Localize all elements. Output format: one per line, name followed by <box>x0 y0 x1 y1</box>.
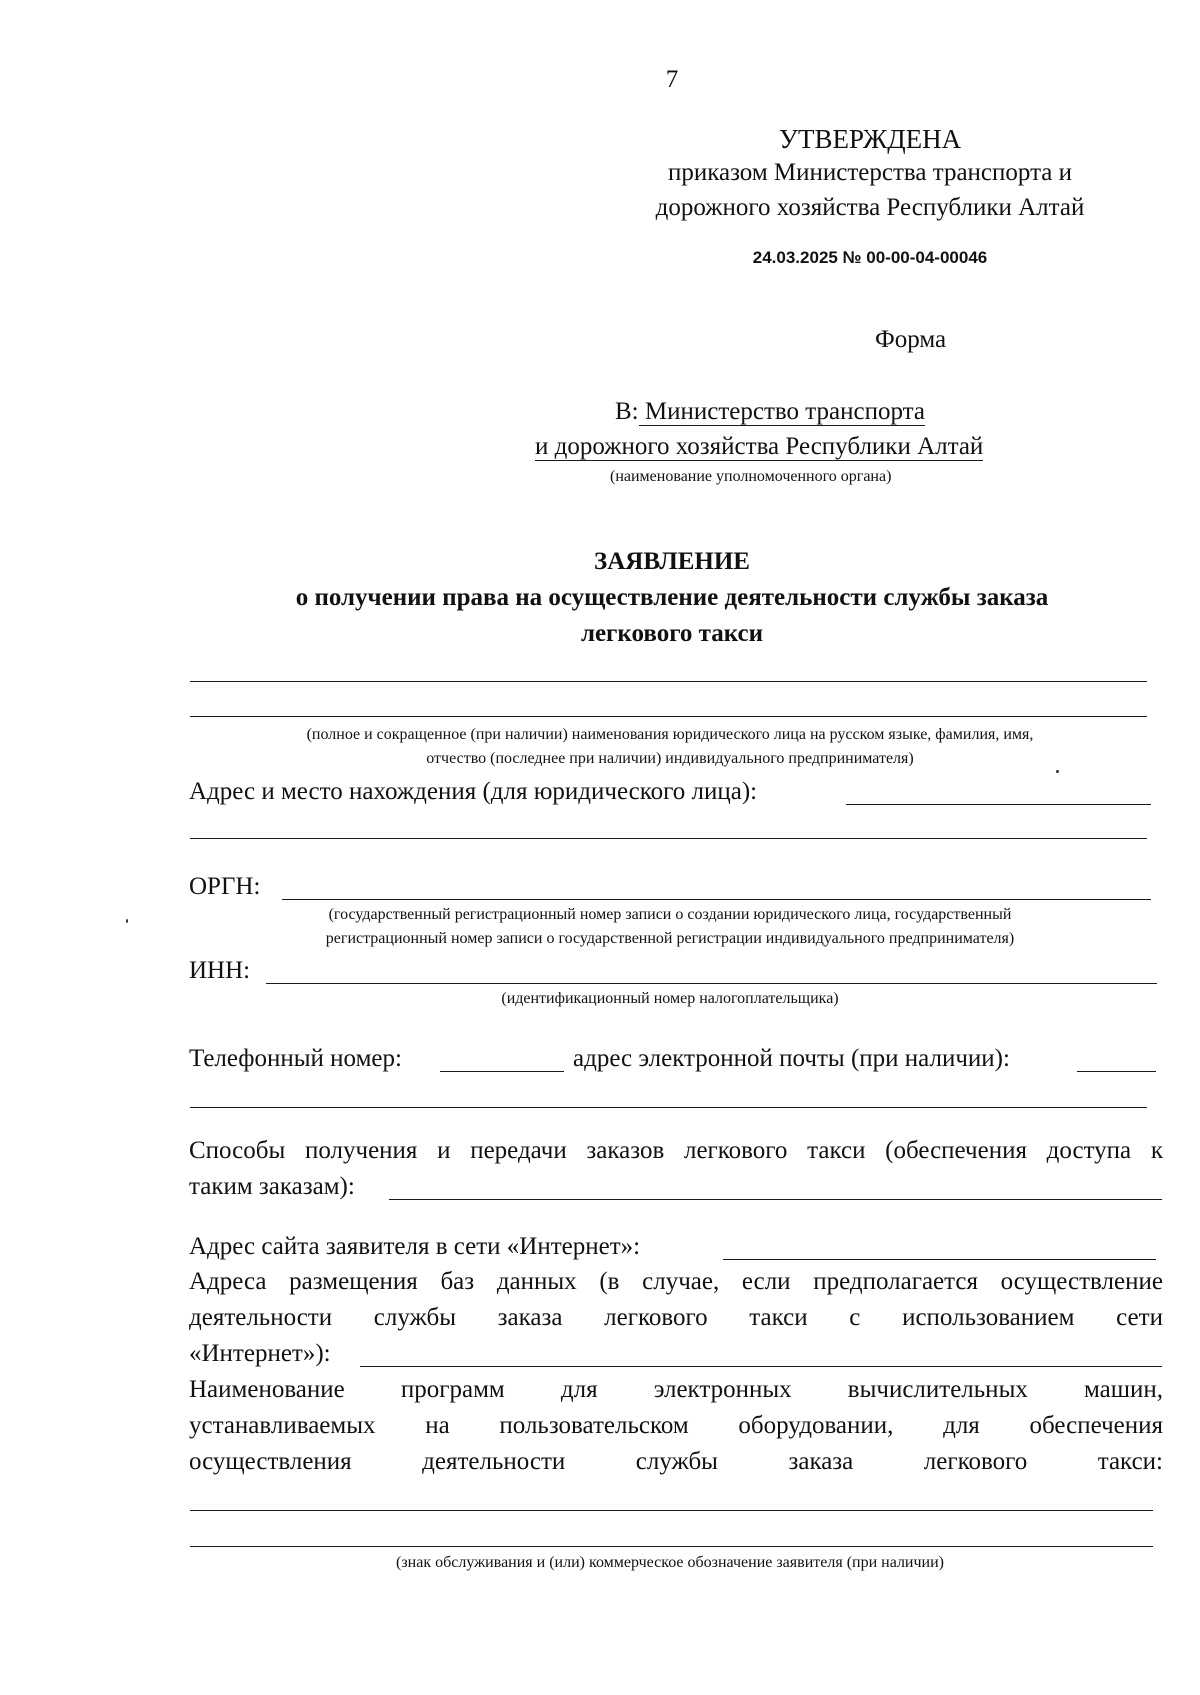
word: использованием <box>902 1304 1075 1331</box>
trademark-caption: (знак обслуживания и (или) коммерческое обозначение заявителя (при наличии) <box>396 1554 944 1571</box>
recipient-name-line-2: и дорожного хозяйства Республики Алтай <box>535 433 984 460</box>
word: заказа <box>788 1448 854 1475</box>
applicant-name-caption-2: отчество (последнее при наличии) индивидуального предпринимателя) <box>426 750 914 767</box>
word: легкового <box>604 1304 708 1331</box>
email-label: адрес электронной почты (при наличии): <box>573 1045 1010 1072</box>
address-label: Адрес и место нахождения (для юридического лица): <box>189 778 758 805</box>
software-text-line-1 <box>189 1376 1163 1404</box>
applicant-name-line-2[interactable] <box>190 716 1147 717</box>
word: легкового <box>923 1448 1028 1475</box>
word: осуществление <box>1000 1268 1163 1295</box>
ogrn-label: ОРГН: <box>189 873 261 900</box>
word: службы <box>635 1448 718 1475</box>
word: осуществления <box>189 1448 352 1475</box>
word: программ <box>400 1376 505 1403</box>
word: Способы <box>189 1137 286 1164</box>
recipient-caption: (наименование уполномоченного органа) <box>610 468 892 485</box>
website-field-line[interactable] <box>723 1259 1156 1260</box>
approval-line-1: приказом Министерства транспорта и <box>667 159 1073 186</box>
recipient-name-line-1: Министерство транспорта <box>638 398 925 425</box>
word: устанавливаемых <box>189 1412 376 1439</box>
word: для <box>560 1376 598 1403</box>
software-text-line-2 <box>189 1412 1163 1440</box>
word: на <box>425 1412 450 1439</box>
ogrn-caption-2: регистрационный номер записи о государственной регистрации индивидуального предпринимателя) <box>325 930 1015 947</box>
db-text-line-1 <box>189 1268 1163 1296</box>
db-text-line-2 <box>189 1304 1163 1332</box>
word: деятельности <box>422 1448 566 1475</box>
word: с <box>849 1304 861 1331</box>
word: (в <box>599 1268 620 1295</box>
inn-label: ИНН: <box>189 957 251 984</box>
word: заказов <box>586 1137 665 1164</box>
word: заказа <box>497 1304 563 1331</box>
software-text-line-3 <box>189 1448 1163 1476</box>
word: случае, <box>642 1268 720 1295</box>
word: такси <box>807 1137 866 1164</box>
word: машин, <box>1083 1376 1163 1403</box>
word: для <box>943 1412 980 1439</box>
approval-title: УТВЕРЖДЕНА <box>778 124 962 154</box>
approval-line-2: дорожного хозяйства Республики Алтай <box>655 194 1085 221</box>
word: вычислительных <box>847 1376 1028 1403</box>
applicant-name-line-1[interactable] <box>190 681 1147 682</box>
word: оборудовании, <box>738 1412 894 1439</box>
scan-speck <box>1056 770 1059 773</box>
word: данных <box>496 1268 577 1295</box>
website-label: Адрес сайта заявителя в сети «Интернет»: <box>189 1233 641 1260</box>
methods-text-line-1 <box>189 1137 1163 1165</box>
word: баз <box>440 1268 475 1295</box>
ogrn-field-line[interactable] <box>282 899 1151 900</box>
word: обеспечения <box>1029 1412 1163 1439</box>
address-field-line-1[interactable] <box>846 804 1151 805</box>
word: и <box>437 1137 451 1164</box>
software-field-line-2[interactable] <box>190 1546 1153 1547</box>
word: если <box>741 1268 791 1295</box>
approval-date-number: 24.03.2025 № 00-00-04-00046 <box>752 248 988 267</box>
software-field-line-1[interactable] <box>190 1510 1153 1511</box>
recipient-prefix: В: <box>615 398 639 425</box>
email-field-line[interactable] <box>1077 1071 1156 1072</box>
word: получения <box>304 1137 418 1164</box>
word: службы <box>373 1304 456 1331</box>
contact-extra-line[interactable] <box>190 1107 1147 1108</box>
ogrn-caption-1: (государственный регистрационный номер записи о создании юридического лица, государственный <box>328 906 1012 923</box>
word: размещения <box>289 1268 418 1295</box>
applicant-name-caption-1: (полное и сокращенное (при наличии) наименования юридического лица на русском языке, фамилия, имя, <box>306 726 1034 743</box>
word: пользовательском <box>499 1412 689 1439</box>
word: (обеспечения <box>885 1137 1027 1164</box>
word: такси: <box>1097 1448 1163 1475</box>
word: передачи <box>470 1137 567 1164</box>
word: Адреса <box>189 1268 267 1295</box>
phone-label: Телефонный номер: <box>189 1045 402 1072</box>
page-number: 7 <box>665 66 679 93</box>
address-field-line-2[interactable] <box>190 838 1147 839</box>
methods-field-line[interactable] <box>389 1199 1162 1200</box>
word: деятельности <box>189 1304 333 1331</box>
word: Наименование <box>189 1376 345 1403</box>
phone-field-line[interactable] <box>440 1071 564 1072</box>
word: такси <box>749 1304 808 1331</box>
db-text-line-3: «Интернет»): <box>189 1340 331 1367</box>
word: доступа <box>1046 1137 1132 1164</box>
recipient-line-2 <box>535 433 983 461</box>
recipient-line-1 <box>615 398 925 426</box>
word: предполагается <box>813 1268 978 1295</box>
word: легкового <box>683 1137 788 1164</box>
methods-text-line-2: таким заказам): <box>189 1173 355 1200</box>
form-label: Форма <box>875 326 947 353</box>
inn-caption: (идентификационный номер налогоплательщика) <box>501 990 839 1007</box>
document-subtitle-line-2: легкового такси <box>580 620 764 647</box>
inn-field-line[interactable] <box>266 983 1157 984</box>
scan-speck-left <box>126 919 128 923</box>
document-title: ЗАЯВЛЕНИЕ <box>594 548 750 575</box>
word: сети <box>1116 1304 1163 1331</box>
word: к <box>1150 1137 1163 1164</box>
db-field-line[interactable] <box>360 1366 1162 1367</box>
document-subtitle-line-1: о получении права на осуществление деятельности службы заказа <box>295 584 1049 611</box>
word: электронных <box>653 1376 792 1403</box>
